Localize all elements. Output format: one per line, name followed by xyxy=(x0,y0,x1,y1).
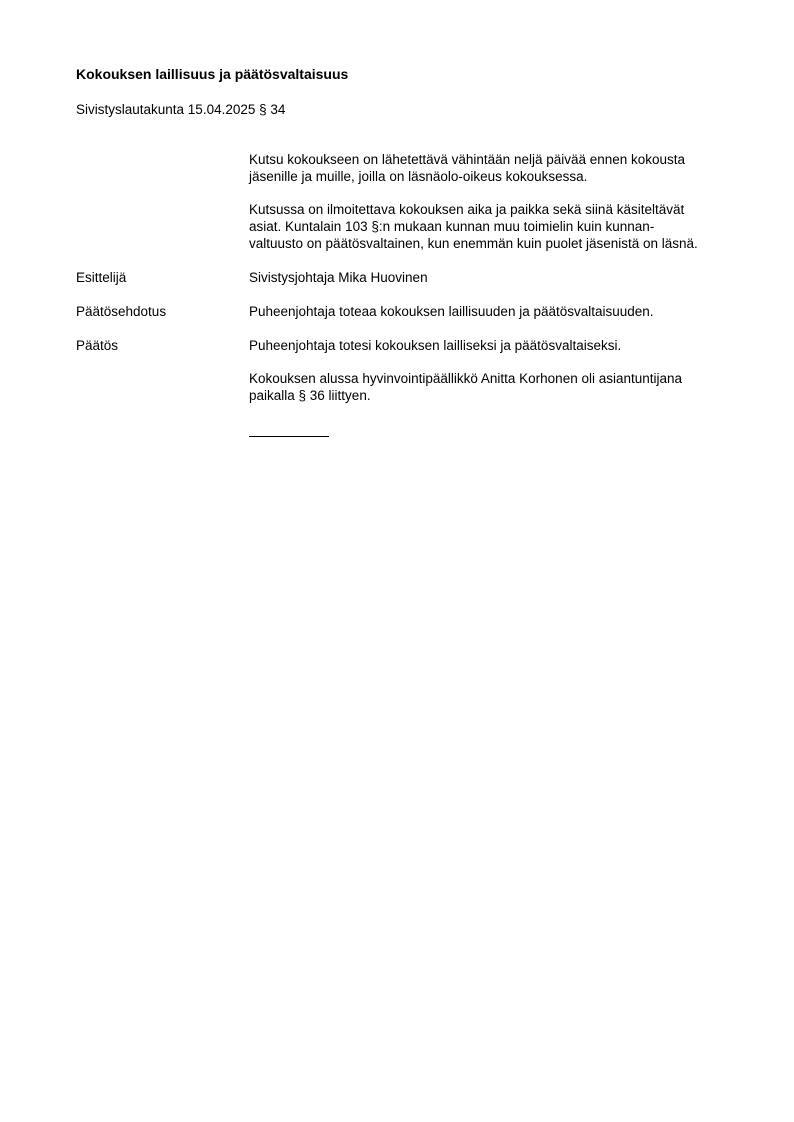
intro-content xyxy=(249,151,749,252)
intro-p1-line-1: Kutsu kokoukseen on lähetettävä vähintään neljä päivää ennen kokousta xyxy=(249,152,686,167)
intro-p2-line-2: asiat. Kuntalain 103 §:n mukaan kunnan muu toimielin kuin kunnan- xyxy=(249,219,655,234)
intro-p1-line-2: jäsenille ja muille, joilla on läsnäolo-oikeus kokouksessa. xyxy=(249,169,588,184)
presenter-label: Esittelijä xyxy=(76,270,127,285)
intro-paragraph-1 xyxy=(249,151,749,185)
proposal-value: Puheenjohtaja toteaa kokouksen laillisuuden ja päätösvaltaisuuden. xyxy=(249,304,654,319)
meeting-reference: Sivistyslautakunta 15.04.2025 § 34 xyxy=(76,102,286,117)
decision-value: Puheenjohtaja totesi kokouksen lailliseksi ja päätösvaltaiseksi. xyxy=(249,338,622,353)
intro-p2-line-1: Kutsussa on ilmoitettava kokouksen aika ja paikka sekä siinä käsiteltävät xyxy=(249,202,685,217)
end-rule xyxy=(249,436,329,437)
decision-note-line-1: Kokouksen alussa hyvinvointipäällikkö Anitta Korhonen oli asiantuntijana xyxy=(249,371,683,386)
presenter-value: Sivistysjohtaja Mika Huovinen xyxy=(249,270,428,285)
intro-p2-line-3: valtuusto on päätösvaltainen, kun enemmän kuin puolet jäsenistä on läsnä. xyxy=(249,236,698,251)
decision-label: Päätös xyxy=(76,338,119,353)
proposal-label: Päätösehdotus xyxy=(76,304,167,319)
decision-note xyxy=(249,370,749,404)
decision-content xyxy=(249,337,749,404)
intro-paragraph-2 xyxy=(249,201,749,252)
decision-note-line-2: paikalla § 36 liittyen. xyxy=(249,388,371,403)
document-title: Kokouksen laillisuus ja päätösvaltaisuus xyxy=(76,66,349,82)
